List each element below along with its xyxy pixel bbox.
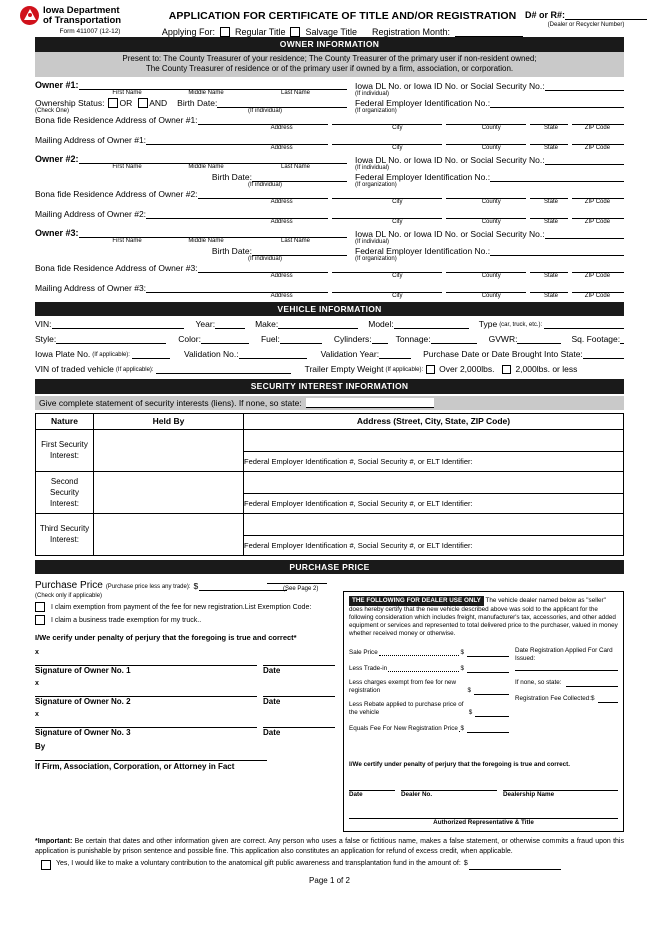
regular-title-label: Regular Title [234,27,286,37]
registration-fee-collected-label: Registration Fee Collected:$ [515,695,595,702]
owner-3-dl-label: Iowa DL No. or Iowa ID No. or Social Security No.: [355,228,545,239]
owner-2-dl-label: Iowa DL No. or Iowa ID No. or Social Security No.: [355,154,545,165]
caption-middle-name: Middle Name [188,163,224,170]
iowa-dot-logo-icon [20,6,39,25]
checkbox-under-2000lbs[interactable] [502,365,511,374]
purchase-date-label: Purchase Date or Date Brought Into State: [423,349,583,359]
dealer-recycler-block [525,6,647,28]
nature-third-security-interest: Third Security Interest: [36,513,94,555]
owner-2-residence-city-input[interactable] [332,189,442,199]
page-title: APPLICATION FOR CERTIFICATE OF TITLE AND/OR REGISTRATION [168,10,517,22]
page-number: Page 1 of 2 [309,876,350,885]
owner-3-dl-input[interactable] [545,229,624,239]
owner-3-residence-city-input[interactable] [332,263,442,273]
caption-state: State [543,272,558,279]
registration-month-input[interactable] [455,27,523,37]
owner-3-mailing-zip-input[interactable] [572,283,624,293]
purchase-left-column [35,577,335,832]
equals-fee-input[interactable] [467,723,509,733]
security-note-row [35,396,624,410]
owner-2-dl-caption: (If individual) [355,164,390,171]
caption-state: State [543,198,558,205]
caption-city: City [392,124,403,131]
caption-address: Address [270,218,293,225]
authorized-rep-input[interactable] [349,809,618,819]
applying-for-row [160,27,525,37]
checkbox-ownership-and[interactable] [138,98,148,108]
caption-city: City [392,198,403,205]
owner-3-fein-caption: (If organization) [355,255,397,262]
caption-county: County [481,272,501,279]
checkbox-business-trade-exemption[interactable] [35,615,45,625]
fein-label-first: Federal Employer Identification #, Social Security #, or ELT Identifier: [244,451,624,471]
owner-information-band: OWNER INFORMATION [35,37,624,52]
owner-1-residence-zip-input[interactable] [572,115,624,125]
by-input[interactable] [35,751,267,761]
dealer-use-only-tag: THE FOLLOWING FOR DEALER USE ONLY [349,596,484,606]
color-label: Color: [178,334,201,344]
vin-label: VIN: [35,319,52,329]
tonnage-label: Tonnage: [395,334,431,344]
by-caption: If Firm, Association, Corporation, or Attorney in Fact [35,762,235,771]
owner-3-mailing-address-input[interactable] [146,283,328,293]
owner-2-birthdate-label: Birth Date: [211,171,252,182]
less-trade-in-label: Less Trade-in [349,665,388,672]
owner-2-residence-county-input[interactable] [446,189,526,199]
agency-name-line2: of Transportation [43,14,122,26]
sale-price-dollar: $ [460,649,464,656]
owner-3-mailing-city-input[interactable] [332,283,442,293]
owner-1-mailing-zip-input[interactable] [572,135,624,145]
caption-city: City [392,218,403,225]
type-label: Type [478,319,498,329]
held-by-second-input[interactable] [94,471,244,513]
owner-2-mailing-zip-input[interactable] [572,209,624,219]
equals-fee-label: Equals Fee For New Registration Price [349,725,458,732]
owner-block-1 [35,80,624,152]
less-rebate-label: Less Rebate applied to purchase price of the vehicle [349,701,464,716]
owner-1-birthdate-label: Birth Date: [177,97,218,108]
purchase-price-dollar: $ [193,581,199,591]
owner-1-mailing-label: Mailing Address of Owner #1: [35,134,147,145]
nature-second-security-interest: Second Security Interest: [36,471,94,513]
fuel-label: Fuel: [260,334,280,344]
owner-1-birthdate-input[interactable] [217,98,347,108]
signature-3-date-input[interactable] [263,718,335,728]
purchase-price-band: PURCHASE PRICE [35,560,624,575]
table-row [36,513,624,535]
signature-1-label: Signature of Owner No. 1 [35,666,131,675]
held-by-first-input[interactable] [94,429,244,471]
salvage-title-label: Salvage Title [305,27,358,37]
agency-name-line1: Iowa Department [43,5,120,16]
trailer-weight-caption: (If applicable): [385,367,424,373]
owner-2-name-input[interactable] [79,154,347,164]
cylinders-input[interactable] [372,334,388,344]
trailer-weight-label: Trailer Empty Weight [304,364,384,374]
caption-address: Address [270,124,293,131]
signature-3-input[interactable] [35,718,257,728]
owner-3-residence-zip-input[interactable] [572,263,624,273]
registration-month-label: Registration Month: [372,27,451,37]
form-header [0,0,659,37]
caption-city: City [392,144,403,151]
present-to-note [35,52,624,77]
dealership-name-label: Dealership Name [503,791,555,798]
caption-middle-name: Middle Name [188,89,224,96]
validation-year-label: Validation Year: [320,349,380,359]
if-none-so-state-label: If none, so state: [515,679,562,686]
address-first-input[interactable] [244,429,624,451]
caption-last-name: Last Name [280,237,310,244]
validation-year-input[interactable] [379,349,411,359]
dealership-name-input[interactable] [503,781,618,791]
address-second-input[interactable] [244,471,624,493]
signature-block [35,649,335,771]
checkbox-regular-title[interactable] [220,27,230,37]
owner-3-residence-address-input[interactable] [198,263,328,273]
anatomical-gift-input[interactable] [469,860,561,870]
security-interest-table [35,413,624,556]
d-or-r-label: D# or R#: [525,10,566,20]
less-charges-exempt-input[interactable] [474,685,509,695]
owner-1-label: Owner #1: [35,79,79,90]
owner-1-dl-input[interactable] [545,81,624,91]
checkbox-exemption-fee[interactable] [35,602,45,612]
caption-county: County [481,198,501,205]
caption-first-name: First Name [112,163,142,170]
caption-zip: ZIP Code [584,218,611,225]
authorized-rep-label: Authorized Representative & Title [433,819,534,826]
cylinders-label: Cylinders: [333,334,372,344]
caption-zip: ZIP Code [584,124,611,131]
validation-no-label: Validation No.: [183,349,239,359]
footer-section [0,832,659,885]
nature-first-security-interest: First Security Interest: [36,429,94,471]
anatomical-gift-dollar: $ [463,860,468,867]
column-header-held-by: Held By [94,413,244,429]
fein-label-second: Federal Employer Identification #, Social Security #, or ELT Identifier: [244,493,624,513]
important-notice [35,837,624,856]
caption-address: Address [270,144,293,151]
caption-zip: ZIP Code [584,292,611,299]
owner-2-fein-caption: (If organization) [355,181,397,188]
dealer-date-input[interactable] [349,781,395,791]
security-none-input[interactable] [306,398,434,408]
caption-county: County [481,218,501,225]
caption-city: City [392,292,403,299]
make-input[interactable] [278,319,358,329]
owner-3-name-input[interactable] [79,228,347,238]
security-interest-band: SECURITY INTEREST INFORMATION [35,379,624,394]
checkbox-ownership-or[interactable] [108,98,118,108]
caption-address: Address [270,198,293,205]
exemption-code-input[interactable] [267,583,327,584]
less-rebate-dollar: $ [468,709,473,716]
column-header-address: Address (Street, City, State, ZIP Code) [244,413,624,429]
present-to-line1: Present to: The County Treasurer of your residence; The County Treasurer of the primary user if non-resident owned; [122,53,537,63]
d-or-r-caption: (Dealer or Recycler Number) [547,22,625,28]
owner-3-mailing-county-input[interactable] [446,283,526,293]
owner-1-birthdate-caption: (If individual) [248,107,283,114]
form-number: Form 411007 (12-12) [59,28,121,35]
fuel-input[interactable] [280,334,322,344]
caption-city: City [392,272,403,279]
caption-state: State [543,292,558,299]
owner-2-birthdate-input[interactable] [252,172,347,182]
plate-input[interactable] [132,349,170,359]
owner-3-fein-input[interactable] [490,246,624,256]
less-charges-exempt-label: Less charges exempt from fee for new registration [349,679,457,694]
owner-3-mailing-label: Mailing Address of Owner #3: [35,282,147,293]
owner-1-fein-label: Federal Employer Identification No.: [355,97,491,108]
validation-no-input[interactable] [239,349,307,359]
color-input[interactable] [201,334,249,344]
owner-1-dl-label: Iowa DL No. or Iowa ID No. or Social Security No.: [355,80,545,91]
signature-2-input[interactable] [35,687,257,697]
caption-last-name: Last Name [280,89,310,96]
less-charges-exempt-dollar: $ [467,687,472,694]
owner-1-fein-input[interactable] [490,98,624,108]
owner-1-mailing-address-input[interactable] [146,135,328,145]
year-input[interactable] [215,319,245,329]
owner-3-birthdate-label: Birth Date: [211,245,252,256]
check-only-if-applicable: (Check only if applicable) [35,593,103,599]
owner-2-dl-input[interactable] [545,155,624,165]
owner-3-residence-state-input[interactable] [530,263,568,273]
traded-vin-input[interactable] [156,364,291,374]
if-none-so-state-input[interactable] [566,677,618,687]
exemption-1-label: I claim exemption from payment of the fee for new registration.List Exemption Code: [51,603,312,611]
owner-1-mailing-state-input[interactable] [530,135,568,145]
owner-1-mailing-city-input[interactable] [332,135,442,145]
owner-1-dl-caption: (If individual) [355,90,390,97]
agency-logo-block [20,6,160,35]
signature-2-x: x [35,680,39,687]
sq-footage-label: Sq. Footage: [571,334,621,344]
owner-3-residence-label: Bona fide Residence Address of Owner #3: [35,262,198,273]
less-rebate-input[interactable] [475,707,509,717]
caption-state: State [543,144,558,151]
dealer-paragraph: The vehicle dealer named below as "seller" does hereby certify that the new vehicle described above was sold to the applicant for the following consideration which includes freight, manufacturer's tax, accessories, and other added equipment or services and represented to total delivered price to the purchaser, valued in money whether received money or otherwise. [349,597,618,637]
owner-block-3 [35,228,624,300]
signature-1-date-label: Date [263,666,281,675]
ownership-status-label: Ownership Status: [35,97,105,108]
purchase-date-input[interactable] [583,349,624,359]
owner-2-residence-state-input[interactable] [530,189,568,199]
registration-fee-collected-input[interactable] [598,693,618,703]
caption-address: Address [270,272,293,279]
style-input[interactable] [56,334,166,344]
dealer-certify-statement: I/We certify under penalty of perjury that the foregoing is true and correct. [349,761,571,768]
applying-for-label: Applying For: [161,27,215,37]
owner-2-mailing-label: Mailing Address of Owner #2: [35,208,147,219]
table-header-row [36,413,624,429]
certify-statement: I/We cerify under penalty of perjury that the foregoing is true and correct* [35,633,297,642]
over-2000lbs-label: Over 2,000lbs. [439,364,495,374]
title-block [160,6,525,37]
owner-2-residence-zip-input[interactable] [572,189,624,199]
signature-2-date-input[interactable] [263,687,335,697]
owner-1-residence-address-input[interactable] [198,115,328,125]
owner-2-mailing-address-input[interactable] [146,209,328,219]
check-one-caption: (Check One) [35,107,70,114]
make-label: Make: [255,319,279,329]
under-2000lbs-label: 2,000lbs. or less [515,364,578,374]
gvwr-label: GVWR: [488,334,518,344]
caption-zip: ZIP Code [584,198,611,205]
column-header-nature: Nature [36,413,94,429]
plate-label: Iowa Plate No. [35,349,91,359]
security-note-label: Give complete statement of security interests (liens). If none, so state: [39,397,302,408]
caption-state: State [543,124,558,131]
signature-3-x: x [35,711,39,718]
caption-county: County [481,144,501,151]
table-row [36,471,624,493]
dealer-no-label: Dealer No. [401,791,433,798]
signature-3-date-label: Date [263,728,281,737]
owner-1-residence-county-input[interactable] [446,115,526,125]
sq-footage-input[interactable] [620,334,624,344]
ownership-or-label: OR [119,97,133,108]
important-bold-label: *Important: [35,838,73,845]
style-label: Style: [35,334,57,344]
signature-3-label: Signature of Owner No. 3 [35,728,131,737]
by-label: By [35,742,46,751]
purchase-section [0,574,659,832]
traded-vin-label: VIN of traded vehicle [35,364,114,374]
owner-1-mailing-county-input[interactable] [446,135,526,145]
owner-1-fein-caption: (If organization) [355,107,397,114]
type-caption: (car, truck, etc.): [499,322,543,328]
year-label: Year: [195,319,216,329]
owner-2-mailing-state-input[interactable] [530,209,568,219]
owner-1-name-input[interactable] [79,80,347,90]
caption-first-name: First Name [112,237,142,244]
signature-2-label: Signature of Owner No. 2 [35,697,131,706]
checkbox-salvage-title[interactable] [290,27,300,37]
caption-county: County [481,292,501,299]
purchase-price-label: Purchase Price [35,580,103,591]
ownership-and-label: AND [149,97,168,108]
plate-caption: (If applicable): [92,352,130,358]
owner-3-birthdate-caption: (If individual) [248,255,283,262]
caption-state: State [543,218,558,225]
owner-3-birthdate-input[interactable] [252,246,347,256]
signature-1-x: x [35,649,39,656]
traded-vin-caption: (If applicable): [115,367,154,373]
owner-1-residence-state-input[interactable] [530,115,568,125]
sale-price-input[interactable] [467,647,509,657]
gvwr-input[interactable] [517,334,561,344]
vehicle-section [0,316,659,379]
owner-2-fein-input[interactable] [490,172,624,182]
sale-price-label: Sale Price [349,649,378,656]
table-row [36,429,624,451]
less-trade-in-input[interactable] [467,663,509,673]
tonnage-input[interactable] [431,334,477,344]
owner-block-2 [35,154,624,226]
date-registration-card-label: Date Registration Applied For Card Issued: [515,647,613,662]
owner-3-mailing-state-input[interactable] [530,283,568,293]
owner-2-birthdate-caption: (If individual) [248,181,283,188]
owner-3-fein-label: Federal Employer Identification No.: [355,245,491,256]
owner-2-residence-label: Bona fide Residence Address of Owner #2: [35,188,198,199]
owners-container [0,77,659,300]
caption-zip: ZIP Code [584,272,611,279]
owner-3-dl-caption: (If individual) [355,238,390,245]
owner-2-label: Owner #2: [35,153,79,164]
equals-fee-dollar: $ [460,725,464,732]
checkbox-over-2000lbs[interactable] [426,365,435,374]
signature-1-date-input[interactable] [263,656,335,666]
present-to-line2: The County Treasurer of residence or of the primary user if owned by a firm, association, or corporation. [145,64,514,73]
vin-input[interactable] [52,319,184,329]
held-by-third-input[interactable] [94,513,244,555]
caption-first-name: First Name [112,89,142,96]
owner-3-residence-county-input[interactable] [446,263,526,273]
signature-1-input[interactable] [35,656,257,666]
dealer-use-only-box [343,591,624,832]
owner-2-mailing-city-input[interactable] [332,209,442,219]
dealer-no-input[interactable] [401,781,497,791]
caption-county: County [481,124,501,131]
important-text: Be certain that dates and other information given are correct. Any person who uses a false or fictitious name, makes a false statement, or otherwise commits a fraud upon this application is punishable by prison sentence and possible fine. This application also constitutes an application for refund of excess credit, when applicable. [35,838,624,855]
model-input[interactable] [394,319,469,329]
d-or-r-input[interactable] [565,10,647,20]
less-trade-in-dollar: $ [460,665,464,672]
caption-last-name: Last Name [280,163,310,170]
dealer-use-only-column [283,577,624,832]
signature-2-date-label: Date [263,697,281,706]
caption-zip: ZIP Code [584,144,611,151]
address-third-input[interactable] [244,513,624,535]
caption-middle-name: Middle Name [188,237,224,244]
anatomical-gift-label: Yes, I would like to make a voluntary contribution to the anatomical gift public awareness and transplantation fund in the amount of: [56,860,461,867]
see-page-2-note: (See Page 2) [283,586,319,592]
exemption-2-label: I claim a business trade exemption for my truck.. [51,616,202,624]
dealer-date-label: Date [349,791,363,798]
owner-2-fein-label: Federal Employer Identification No.: [355,171,491,182]
owner-2-residence-address-input[interactable] [198,189,328,199]
checkbox-anatomical-gift[interactable] [41,860,51,870]
type-input[interactable] [544,319,624,329]
anatomical-gift-row [35,860,624,870]
owner-1-residence-label: Bona fide Residence Address of Owner #1: [35,114,198,125]
purchase-price-caption: (Purchase price less any trade): [105,583,191,590]
model-label: Model: [368,319,394,329]
vehicle-information-band: VEHICLE INFORMATION [35,302,624,317]
owner-2-mailing-county-input[interactable] [446,209,526,219]
owner-1-residence-city-input[interactable] [332,115,442,125]
fein-label-third: Federal Employer Identification #, Social Security #, or ELT Identifier: [244,535,624,555]
caption-address: Address [270,292,293,299]
owner-3-label: Owner #3: [35,227,79,238]
